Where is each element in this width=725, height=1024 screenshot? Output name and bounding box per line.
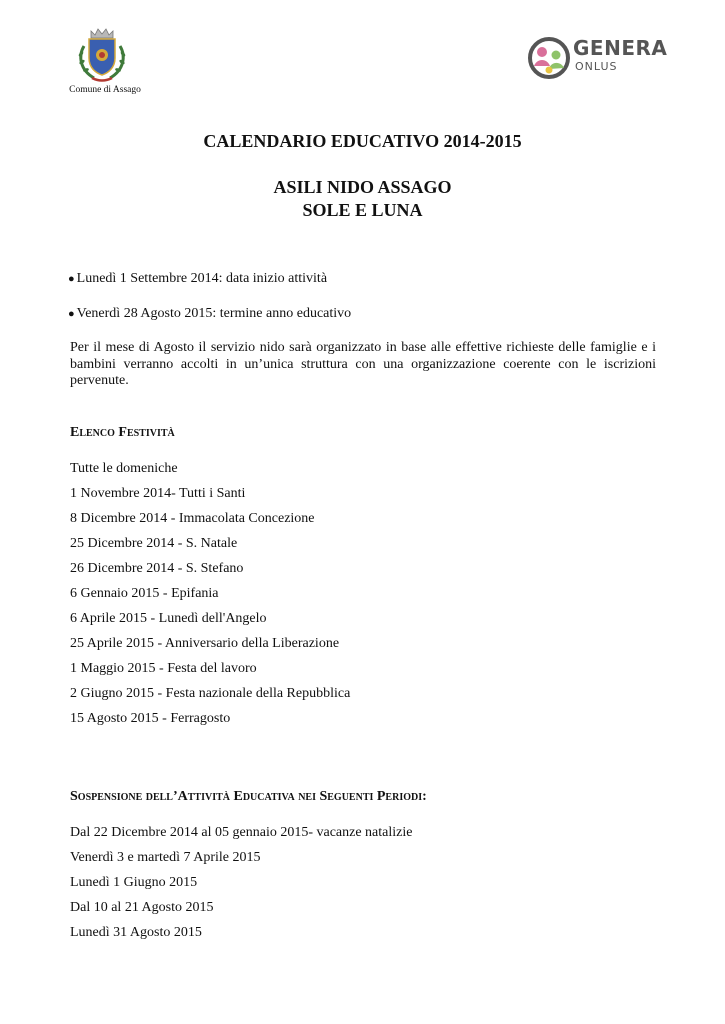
bullet-text: Lunedì 1 Settembre 2014: data inizio attività — [76, 271, 328, 286]
holiday-item: 25 Dicembre 2014 - S. Natale — [70, 536, 238, 551]
holiday-item: 25 Aprile 2015 - Anniversario della Liberazione — [70, 636, 340, 651]
holiday-item: 6 Aprile 2015 - Lunedì dell'Angelo — [70, 611, 267, 626]
genera-logo-subtitle: ONLUS — [575, 60, 618, 73]
holiday-item: 2 Giugno 2015 - Festa nazionale della Repubblica — [70, 686, 351, 701]
holiday-item: 1 Novembre 2014- Tutti i Santi — [70, 486, 246, 501]
suspension-heading: Sospensione dell’Attività Educativa nei Seguenti Periodi: — [70, 789, 427, 804]
genera-logo-name: GENERA — [573, 36, 668, 60]
holiday-item: 8 Dicembre 2014 - Immacolata Concezione — [70, 511, 315, 526]
comune-crest-icon — [74, 26, 130, 84]
intro-paragraph: Per il mese di Agosto il servizio nido sarà organizzato in base alle effettive richieste delle famiglie e i bambini verranno accolti in un’unica struttura con una organizzazione coerente con le iscrizioni pervenute. — [70, 340, 656, 388]
bullet-icon: ● — [68, 308, 75, 320]
holiday-item: 26 Dicembre 2014 - S. Stefano — [70, 561, 244, 576]
holidays-heading: Elenco Festività — [70, 425, 175, 440]
suspension-item: Dal 10 al 21 Agosto 2015 — [70, 900, 214, 915]
holiday-item: 1 Maggio 2015 - Festa del lavoro — [70, 661, 257, 676]
bullet-text: Venerdì 28 Agosto 2015: termine anno educativo — [76, 306, 352, 321]
holiday-item: 6 Gennaio 2015 - Epifania — [70, 586, 219, 601]
suspension-item: Lunedì 31 Agosto 2015 — [70, 925, 202, 940]
crest-caption: Comune di Assago — [69, 85, 141, 95]
document-subtitle: ASILI NIDO ASSAGO — [273, 177, 452, 197]
bullet-end-date — [68, 305, 351, 323]
holidays-list — [70, 460, 350, 735]
suspension-list — [70, 824, 412, 949]
bullet-icon: ● — [68, 273, 75, 285]
bullet-start-date — [68, 270, 327, 288]
genera-logo-icon — [527, 36, 571, 80]
document-title: CALENDARIO EDUCATIVO 2014-2015 — [203, 131, 522, 151]
suspension-item: Venerdì 3 e martedì 7 Aprile 2015 — [70, 850, 261, 865]
holiday-item: Tutte le domeniche — [70, 461, 178, 476]
document-subtitle-2: SOLE E LUNA — [302, 200, 423, 220]
holiday-item: 15 Agosto 2015 - Ferragosto — [70, 711, 231, 726]
suspension-item: Dal 22 Dicembre 2014 al 05 gennaio 2015- vacanze natalizie — [70, 825, 413, 840]
suspension-item: Lunedì 1 Giugno 2015 — [70, 875, 198, 890]
